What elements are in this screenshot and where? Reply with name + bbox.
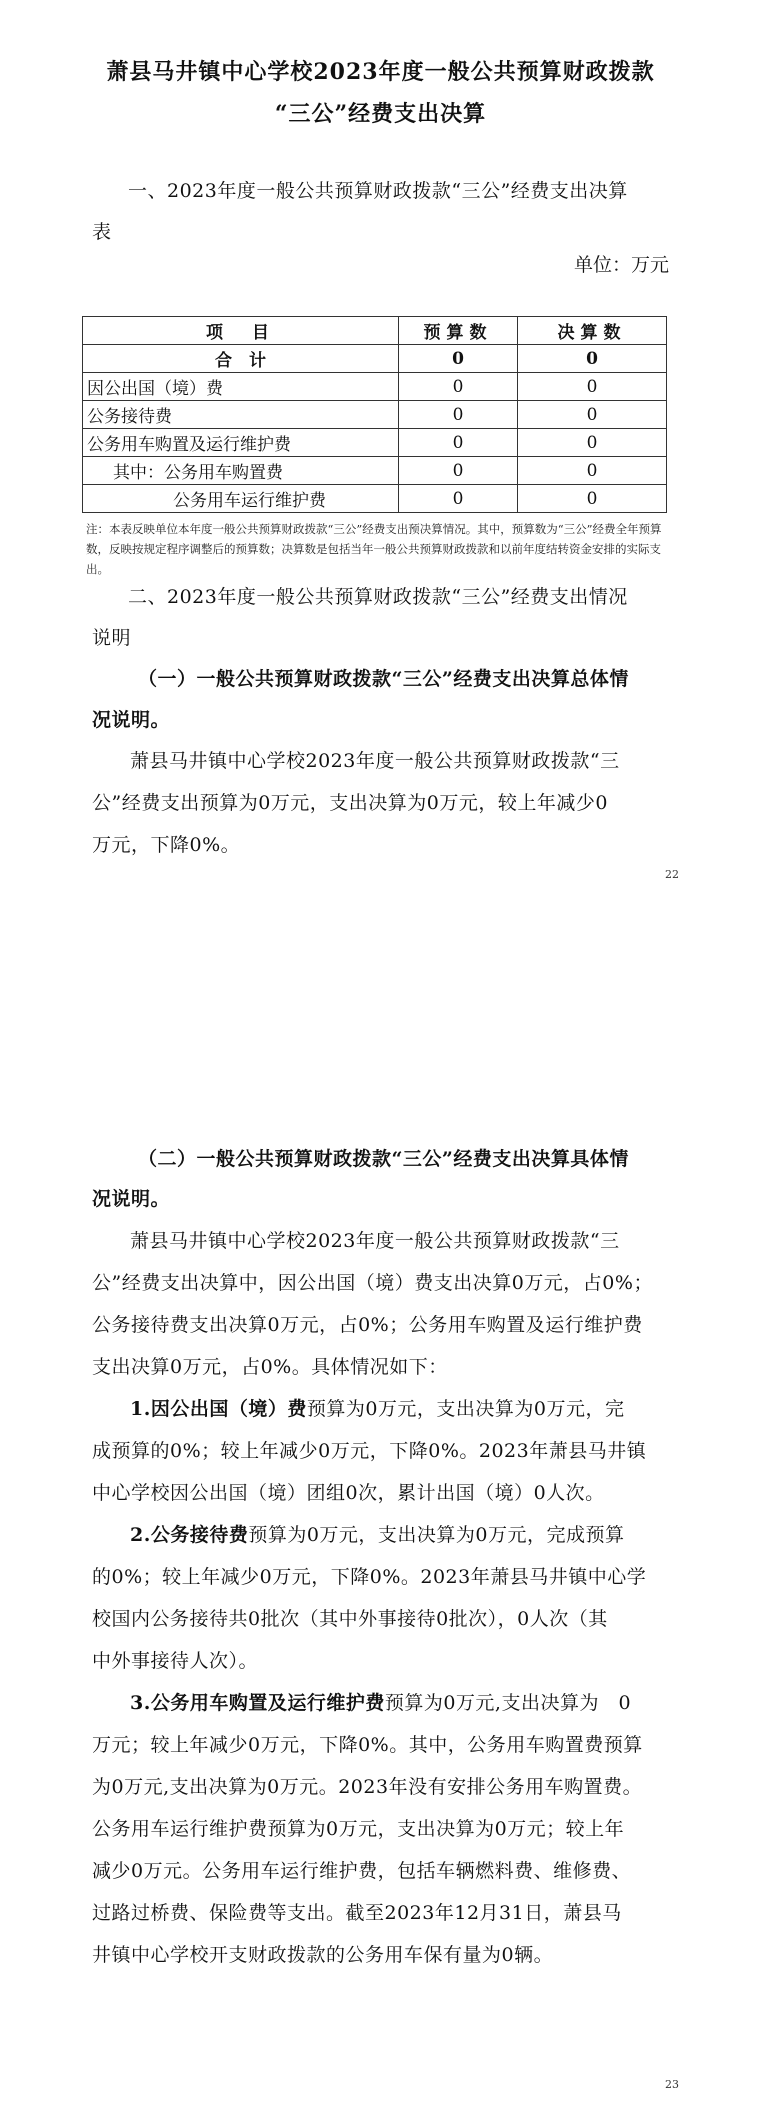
paragraph-line: 万元；较上年减少0万元，下降0%。其中，公务用车购置费预算	[92, 1734, 643, 1756]
section2-heading-cont: 说明	[92, 627, 132, 649]
paragraph-line: 的0%；较上年减少0万元，下降0%。2023年萧县马井镇中心学	[92, 1566, 647, 1588]
column-header-actual: 决算数	[518, 317, 667, 345]
page-number: 23	[665, 2078, 679, 2091]
subsection2-heading: （二）一般公共预算财政拨款“三公”经费支出决算具体情	[138, 1148, 629, 1170]
item2-title: 2.公务接待费	[130, 1524, 249, 1546]
row-budget: 0	[399, 373, 518, 401]
item3-title: 3.公务用车购置及运行维护费	[130, 1692, 385, 1714]
table-row	[83, 373, 667, 401]
paragraph-line: 万元，下降0%。	[92, 834, 241, 856]
paragraph-line: 井镇中心学校开支财政拨款的公务用车保有量为0辆。	[92, 1944, 554, 1966]
paragraph-line: 中外事接待人次）。	[92, 1650, 259, 1672]
item3-text: 预算为0万元,支出决算为 0	[384, 1692, 632, 1714]
table-row	[83, 401, 667, 429]
row-label: 因公出国（境）费	[83, 373, 399, 401]
row-actual: 0	[518, 345, 667, 373]
table-row	[83, 457, 667, 485]
section1-heading-cont: 表	[92, 221, 112, 243]
table-note: 注：本表反映单位本年度一般公共预算财政拨款“三公”经费支出预决算情况。其中，预算数为“三公”经费全年预算数，反映按规定程序调整后的预算数；决算数是包括当年一般公共预算财政拨款和以前年度结转资金安排的实际支出。	[86, 522, 662, 576]
row-budget: 0	[399, 345, 518, 373]
paragraph-line: 为0万元,支出决算为0万元。2023年没有安排公务用车购置费。	[92, 1776, 643, 1798]
row-budget: 0	[399, 457, 518, 485]
page-number: 22	[665, 868, 679, 881]
paragraph-line: 成预算的0%；较上年减少0万元，下降0%。2023年萧县马井镇	[92, 1440, 647, 1462]
subsection2-heading-cont: 况说明。	[92, 1188, 171, 1210]
subsection1-heading: （一）一般公共预算财政拨款“三公”经费支出决算总体情	[138, 668, 629, 690]
item1-title: 1.因公出国（境）费	[130, 1398, 307, 1420]
paragraph-line: 中心学校因公出国（境）团组0次，累计出国（境）0人次。	[92, 1482, 605, 1504]
item1-line	[130, 1388, 673, 1430]
paragraph-line: 公务用车运行维护费预算为0万元，支出决算为0万元；较上年	[92, 1818, 625, 1840]
row-label: 公务用车购置及运行维护费	[83, 429, 399, 457]
row-budget: 0	[399, 401, 518, 429]
paragraph-line: 公务接待费支出决算0万元，占0%；公务用车购置及运行维护费	[92, 1314, 643, 1336]
subsection1-heading-cont: 况说明。	[92, 709, 171, 731]
row-actual: 0	[518, 373, 667, 401]
item3-line	[130, 1682, 673, 1724]
row-budget: 0	[399, 429, 518, 457]
row-actual: 0	[518, 485, 667, 513]
paragraph-line: 萧县马井镇中心学校2023年度一般公共预算财政拨款“三	[130, 750, 620, 772]
item2-line	[130, 1514, 673, 1556]
table-header-row	[83, 317, 667, 345]
paragraph-line: 过路过桥费、保险费等支出。截至2023年12月31日，萧县马	[92, 1902, 622, 1924]
unit-label: 单位：万元	[573, 254, 669, 276]
item2-text: 预算为0万元，支出决算为0万元，完成预算	[248, 1524, 625, 1546]
row-actual: 0	[518, 457, 667, 485]
row-label: 公务用车运行维护费	[83, 485, 399, 513]
row-actual: 0	[518, 401, 667, 429]
document-title-line2: “三公”经费支出决算	[274, 101, 487, 127]
row-actual: 0	[518, 429, 667, 457]
paragraph-line: 公”经费支出决算中，因公出国（境）费支出决算0万元，占0%；	[92, 1272, 653, 1294]
paragraph-line: 萧县马井镇中心学校2023年度一般公共预算财政拨款“三	[130, 1230, 620, 1252]
row-label: 合 计	[83, 345, 399, 373]
paragraph-line: 公”经费支出预算为0万元，支出决算为0万元，较上年减少0	[92, 792, 608, 814]
paragraph-line: 校国内公务接待共0批次（其中外事接待0批次），0人次（其	[92, 1608, 608, 1630]
paragraph-line: 减少0万元。公务用车运行维护费，包括车辆燃料费、维修费、	[92, 1860, 632, 1882]
table-row	[83, 485, 667, 513]
row-label: 其中：公务用车购置费	[83, 457, 399, 485]
table-row-total	[83, 345, 667, 373]
document-title-line1: 萧县马井镇中心学校2023年度一般公共预算财政拨款	[106, 59, 655, 85]
row-budget: 0	[399, 485, 518, 513]
item1-text: 预算为0万元，支出决算为0万元，完	[306, 1398, 625, 1420]
budget-table	[82, 316, 667, 513]
row-label: 公务接待费	[83, 401, 399, 429]
table-row	[83, 429, 667, 457]
column-header-item: 项 目	[83, 317, 399, 345]
column-header-budget: 预算数	[399, 317, 518, 345]
paragraph-line: 支出决算0万元，占0%。具体情况如下：	[92, 1356, 448, 1378]
section2-heading: 二、2023年度一般公共预算财政拨款“三公”经费支出情况	[128, 586, 628, 608]
section1-heading: 一、2023年度一般公共预算财政拨款“三公”经费支出决算	[128, 180, 628, 202]
